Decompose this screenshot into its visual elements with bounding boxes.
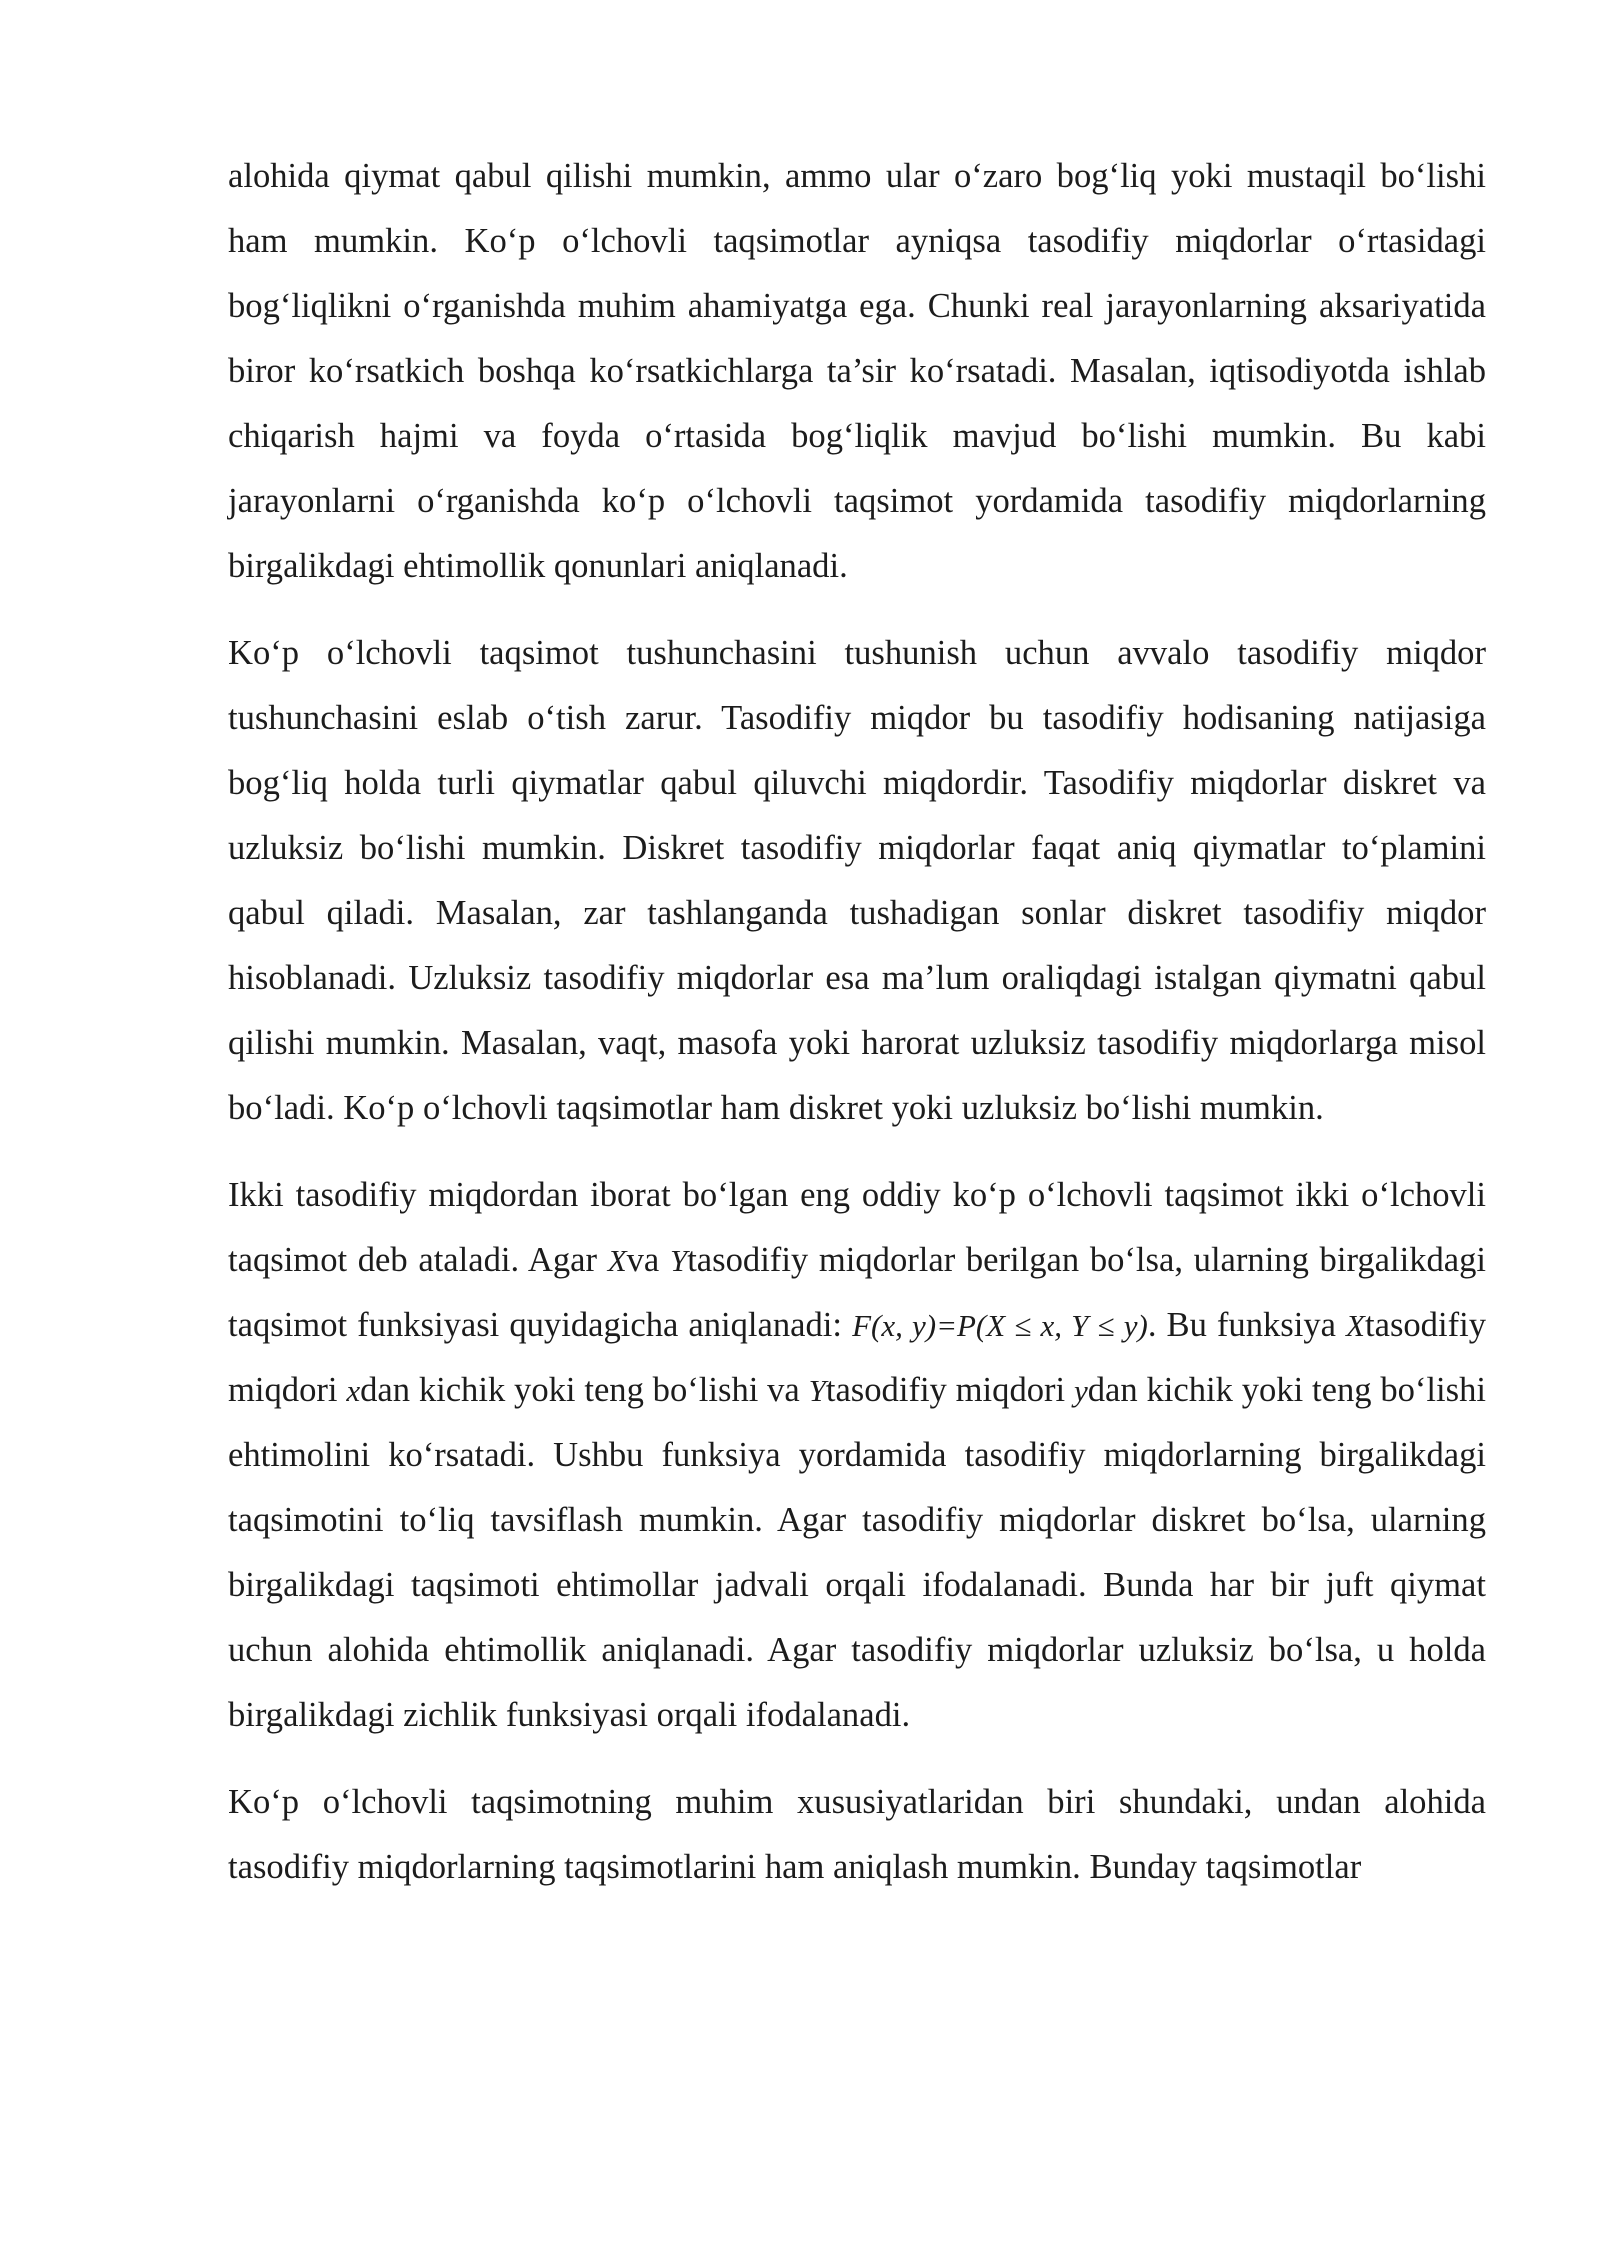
math-variable-y: Y — [669, 1243, 688, 1278]
math-variable-x: X — [607, 1243, 627, 1278]
math-variable-x: X — [1346, 1308, 1365, 1343]
document-page — [228, 144, 1486, 1922]
text-run: tasodifiy miqdori — [228, 1306, 1486, 1409]
paragraph — [228, 1770, 1486, 1900]
text-run: alohida qiymat qabul qilishi mumkin, ammo ular o‘zaro bog‘liq yoki mustaqil bo‘lishi ham mumkin. Ko‘p o‘lchovli taqsimotlar ayniqsa tasodifiy miqdorlar o‘rtasidagi bog‘liqlikni o‘rganishda muhim ahamiyatga ega. Chunki real jarayonlarning aksariyatida biror ko‘rsatkich boshqa ko‘rsatkichlarga ta’sir ko‘rsatadi. Masalan, iqtisodiyotda ishlab chiqarish hajmi va foyda o‘rtasida bog‘liqlik mavjud bo‘lishi mumkin. Bu kabi jarayonlarni o‘rganishda ko‘p o‘lchovli taqsimot yordamida tasodifiy miqdorlarning birgalikdagi ehtimollik qonunlari aniqlanadi. — [228, 157, 1486, 585]
text-run: . Bu funksiya — [1147, 1306, 1347, 1344]
text-run: dan kichik yoki teng bo‘lishi ehtimolini ko‘rsatadi. Ushbu funksiya yordamida tasodifiy miqdorlarning birgalikdagi taqsimotini to‘liq tavsiflash mumkin. Agar tasodifiy miqdorlar diskret bo‘lsa, ularning birgalikdagi taqsimoti ehtimollar jadvali orqali ifodalanadi. Bunda har bir juft qiymat uchun alohida ehtimollik aniqlanadi. Agar tasodifiy miqdorlar uzluksiz bo‘lsa, u holda birgalikdagi zichlik funksiyasi orqali ifodalanadi. — [228, 1371, 1486, 1734]
math-variable-lower-y: y — [1073, 1373, 1088, 1408]
text-run: Ikki tasodifiy miqdordan iborat bo‘lgan eng oddiy ko‘p o‘lchovli taqsimot ikki o‘lchovli taqsimot deb ataladi. Agar — [228, 1176, 1486, 1279]
math-variable-lower-x: x — [346, 1373, 361, 1408]
text-run: Ko‘p o‘lchovli taqsimot tushunchasini tushunish uchun avvalo tasodifiy miqdor tushunchasini eslab o‘tish zarur. Tasodifiy miqdor bu tasodifiy hodisaning natijasiga bog‘liq holda turli qiymatlar qabul qiluvchi miqdordir. Tasodifiy miqdorlar diskret va uzluksiz bo‘lishi mumkin. Diskret tasodifiy miqdorlar faqat aniq qiymatlar to‘plamini qabul qiladi. Masalan, zar tashlanganda tushadigan sonlar diskret tasodifiy miqdor hisoblanadi. Uzluksiz tasodifiy miqdorlar esa ma’lum oraliqdagi istalgan qiymatni qabul qilishi mumkin. Masalan, vaqt, masofa yoki harorat uzluksiz tasodifiy miqdorlarga misol bo‘ladi. Ko‘p o‘lchovli taqsimotlar ham diskret yoki uzluksiz bo‘lishi mumkin. — [228, 634, 1486, 1127]
paragraph — [228, 144, 1486, 599]
text-run: va — [626, 1241, 670, 1279]
math-formula-distribution-function: F(x, y)=P(X ≤ x, Y ≤ y) — [852, 1308, 1148, 1343]
text-run: tasodifiy miqdori — [825, 1371, 1074, 1409]
text-run: tasodifiy miqdorlar berilgan bo‘lsa, ularning birgalikdagi taqsimot funksiyasi quyidagicha aniqlanadi: — [228, 1241, 1487, 1344]
math-variable-y: Y — [808, 1373, 826, 1408]
paragraph — [228, 621, 1486, 1141]
text-run: Ko‘p o‘lchovli taqsimotning muhim xususiyatlaridan biri shundaki, undan alohida tasodifiy miqdorlarning taqsimotlarini ham aniqlash mumkin. Bunday taqsimotlar — [228, 1783, 1486, 1886]
text-run: dan kichik yoki teng bo‘lishi va — [360, 1371, 809, 1409]
paragraph — [228, 1163, 1486, 1748]
